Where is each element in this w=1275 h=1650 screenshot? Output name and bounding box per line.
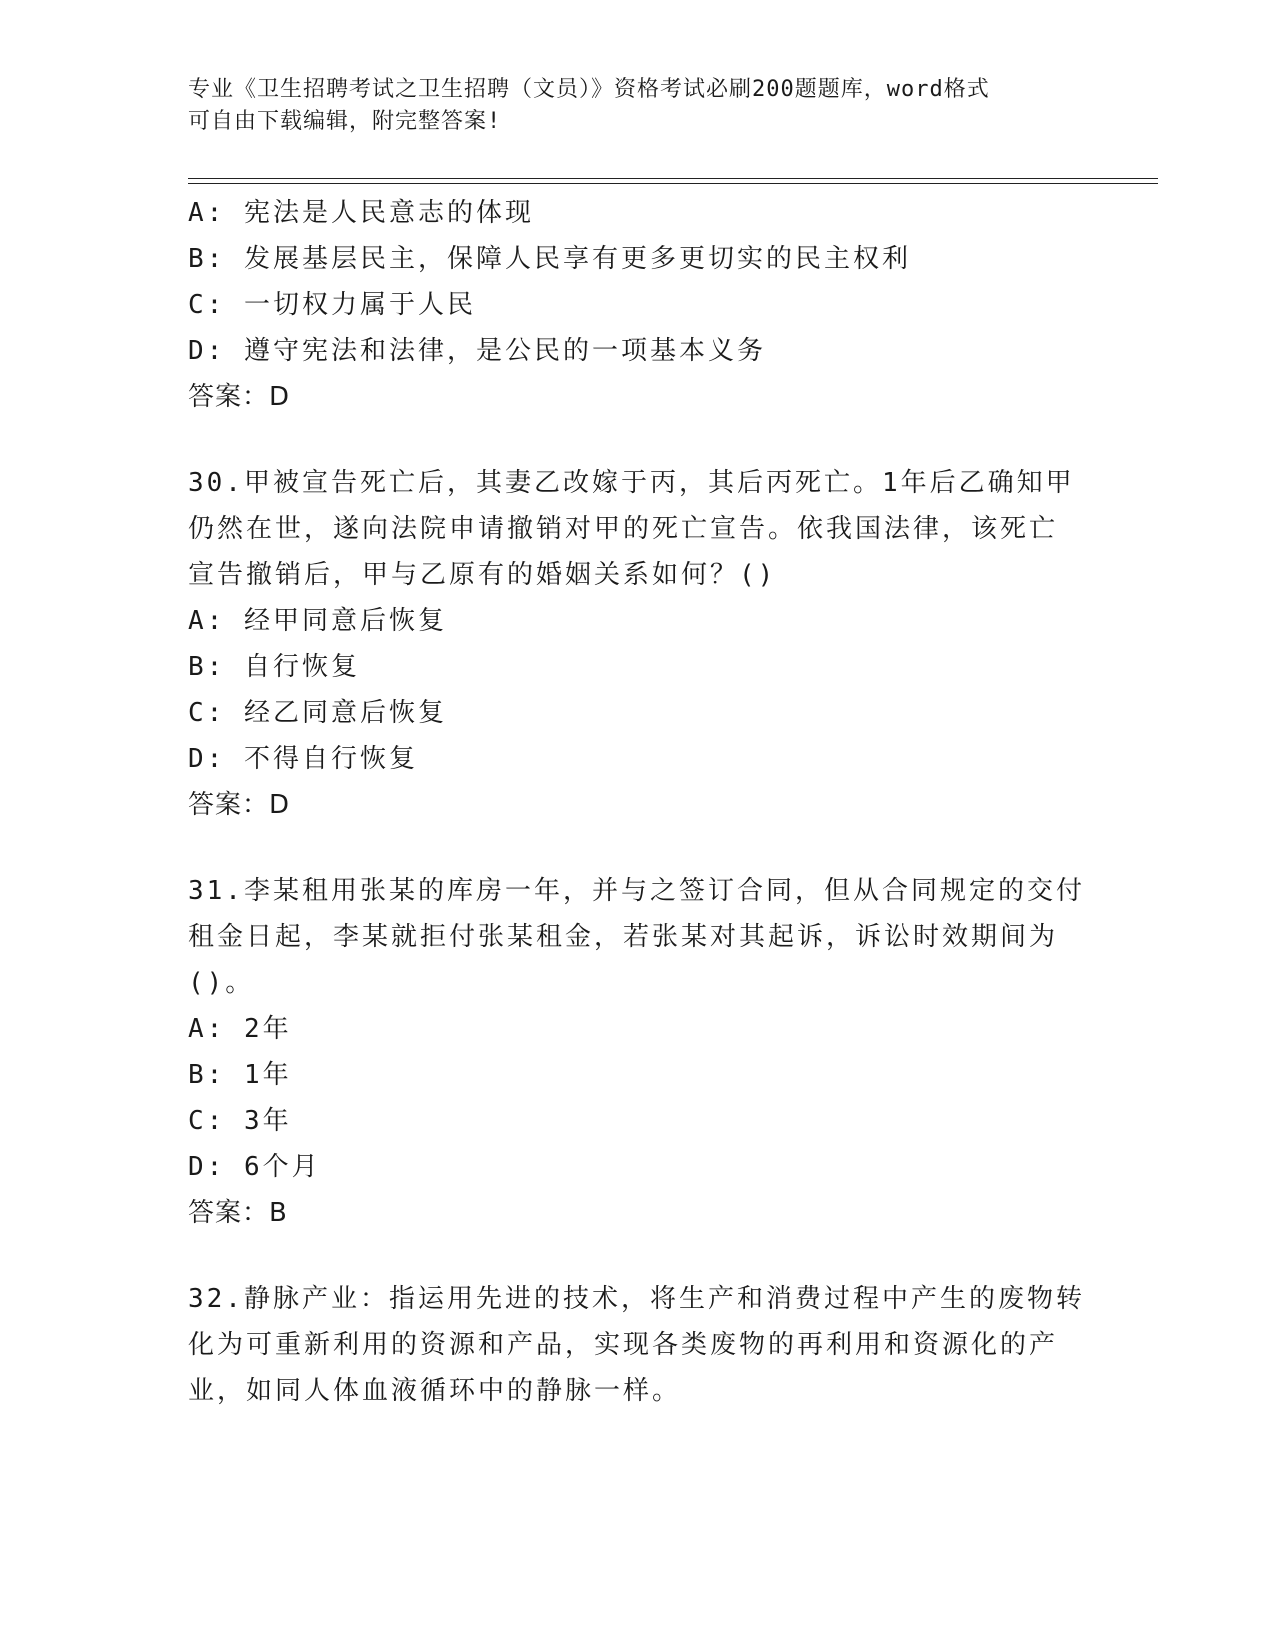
option-a: A: 经甲同意后恢复 — [188, 606, 447, 636]
question-29-continued — [188, 190, 1088, 420]
header-line-2: 可自由下载编辑，附完整答案! — [188, 109, 502, 134]
option-b: B: 自行恢复 — [188, 652, 360, 682]
option-a: A: 宪法是人民意志的体现 — [188, 198, 534, 228]
answer-line: 答案：D — [188, 790, 291, 820]
question-text-line: 化为可重新利用的资源和产品，实现各类废物的再利用和资源化的产 — [188, 1330, 1059, 1360]
spacer — [188, 420, 1088, 460]
option-c: C: 3年 — [188, 1106, 292, 1136]
spacer — [188, 1236, 1088, 1276]
question-text-line: 仍然在世，遂向法院申请撤销对甲的死亡宣告。依我国法律，该死亡 — [188, 514, 1059, 544]
spacer — [188, 828, 1088, 868]
option-c: C: 经乙同意后恢复 — [188, 698, 447, 728]
answer-line: 答案：D — [188, 382, 291, 412]
question-32 — [188, 1276, 1088, 1414]
header-rule-top — [188, 178, 1158, 179]
option-a: A: 2年 — [188, 1014, 292, 1044]
question-text-line: 31.李某租用张某的库房一年，并与之签订合同，但从合同规定的交付 — [188, 876, 1085, 906]
question-text-line: 30.甲被宣告死亡后，其妻乙改嫁于丙，其后丙死亡。1年后乙确知甲 — [188, 468, 1075, 498]
question-31 — [188, 868, 1088, 1236]
option-d: D: 遵守宪法和法律，是公民的一项基本义务 — [188, 336, 766, 366]
answer-line: 答案：B — [188, 1198, 288, 1228]
question-text-line: 宣告撤销后，甲与乙原有的婚姻关系如何？() — [188, 560, 777, 590]
question-text-line: 32.静脉产业：指运用先进的技术，将生产和消费过程中产生的废物转 — [188, 1284, 1085, 1314]
header-rule-bottom — [188, 183, 1158, 184]
option-c: C: 一切权力属于人民 — [188, 290, 476, 320]
question-30 — [188, 460, 1088, 828]
question-text-line: ()。 — [188, 968, 255, 998]
option-d: D: 不得自行恢复 — [188, 744, 418, 774]
option-b: B: 1年 — [188, 1060, 292, 1090]
option-b: B: 发展基层民主，保障人民享有更多更切实的民主权利 — [188, 244, 911, 274]
question-text-line: 租金日起，李某就拒付张某租金，若张某对其起诉，诉讼时效期间为 — [188, 922, 1059, 952]
option-d: D: 6个月 — [188, 1152, 321, 1182]
header-line-1: 专业《卫生招聘考试之卫生招聘（文员）》资格考试必刷200题题库，word格式 — [188, 77, 990, 102]
question-text-line: 业，如同人体血液循环中的静脉一样。 — [188, 1376, 682, 1406]
document-header — [188, 74, 1068, 138]
document-body — [188, 190, 1088, 1414]
